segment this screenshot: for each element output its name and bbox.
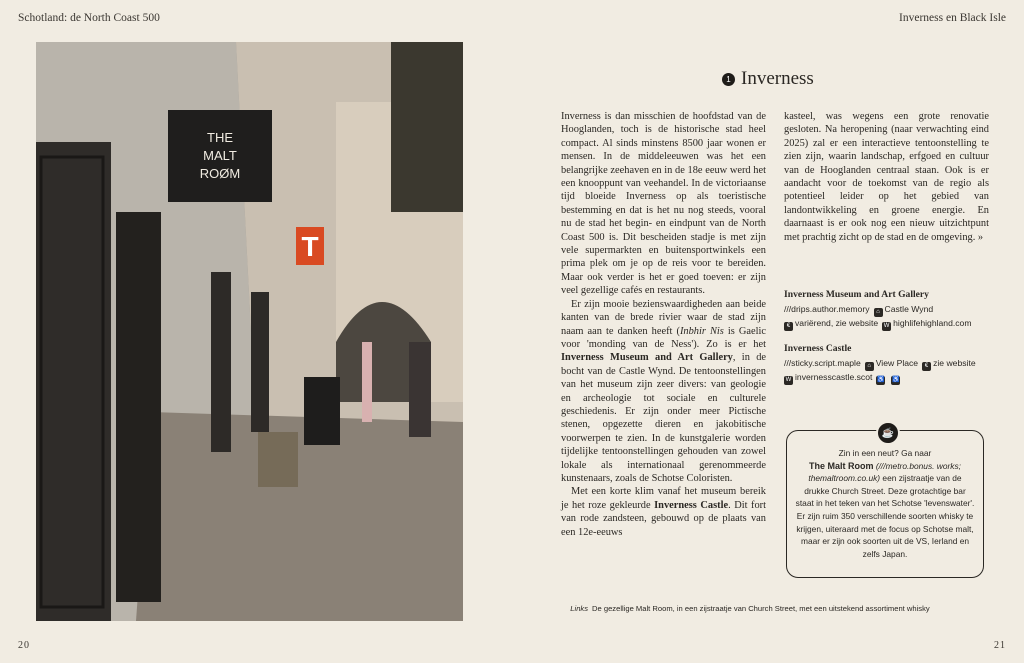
tip-text: Zin in een neut? Ga naar The Malt Room (///metro.bonus. works; themaltroom.co.uk) een zijstraatje van de drukke Church Street. Deze grotachtige bar staat in het teken van het Schotse 'levenswater'. Er zijn ruim 350 verschillende soorten whisky te krijgen, uiteraard met de focus op Schotse malt, maar er zijn ook soorten uit de VS, Ierland en zelfs Japan. [795, 448, 975, 559]
body-column-2 [784, 110, 989, 244]
sign-line-1: THE [207, 130, 233, 145]
location-icon: ⌂ [874, 308, 883, 317]
accessibility-icon: ♿ [892, 377, 900, 383]
location-icon: ⌂ [865, 362, 874, 371]
info-title: Inverness Castle [784, 343, 852, 354]
website-link[interactable]: highlifehighland.com [893, 318, 972, 328]
price-icon: € [784, 322, 793, 331]
info-block-museum [784, 288, 994, 331]
info-block-castle [784, 342, 994, 385]
sign-line-2: MALT [203, 148, 237, 163]
info-title: Inverness Museum and Art Gallery [784, 289, 929, 300]
section-title-text: Inverness [741, 68, 814, 89]
section-title [722, 68, 814, 90]
sign-line-3: ROØM [199, 166, 241, 181]
alley-illustration [36, 42, 463, 621]
caption-label: Links [570, 604, 589, 613]
photo-caption [560, 604, 940, 614]
tip-venue-name: The Malt Room [808, 460, 874, 471]
address: Castle Wynd [884, 304, 934, 314]
price-info: variërend, zie website [795, 318, 879, 328]
what3words-address: ///drips.author.memory [784, 304, 870, 314]
tip-box [786, 427, 984, 578]
paragraph-intro: Inverness is dan misschien de hoofdstad van de Hooglanden, toch is de historische stad heel compact. Al sinds minstens 8500 jaar wonen er mensen. In de middeleeuwen was het een belangrijke zeehaven en in de 18e eeuw werd het een knooppunt van veehandel. In de victoriaanse tijd bloeide Inverness op als toeristische bestemming en dat is het nu nog steeds, vooral nu de stad het begin- en eindpunt van de North Coast 500 is. Dit bescheiden stadje is met zijn vele supermarkten en buitensportwinkels een prima plek om je op de reis voor te bereiden. Maar ook verder is het er goed toeven: er zijn veel gezellige cafés en restaurants. [561, 111, 766, 297]
price-info: zie website [933, 358, 976, 368]
website-icon: W [883, 323, 890, 329]
paragraph-castle: Met een korte klim vanaf het museum bereik je het roze gekleurde Inverness Castle. Dit fort van rode zandsteen, gebouwd op de plaats van een 12e-eeuws [561, 486, 766, 538]
website-link[interactable]: invernesscastle.scot [795, 372, 873, 382]
running-header-left: Schotland: de North Coast 500 [18, 12, 160, 24]
website-icon: W [785, 377, 792, 383]
coffee-cup-icon: ☕ [876, 421, 900, 445]
section-number-badge: 1 [722, 73, 735, 86]
t-sign-letter: T [301, 231, 319, 262]
page-number-left: 20 [18, 640, 30, 651]
malt-room-alley-photo [36, 42, 463, 621]
paragraph-castle-continued: kasteel, was wegens een grote renovatie gesloten. Na heropening (naar verwachting eind 2025) zal er een interactieve tentoonstelling te zien zijn, waarin landschap, erfgoed en cultuur van de Hooglanden centraal staan. Ook is er aandacht voor de toekomst van de regio als potentieel leider op het gebied van landontwikkeling en groene energie. En daarnaast is er ook nog een nieuw uitzichtpunt met prachtig zicht op de stad en de omgeving. » [784, 111, 989, 243]
price-icon: € [922, 362, 931, 371]
what3words-address: ///sticky.script.maple [784, 358, 861, 368]
accessibility-icon: ♿ [877, 377, 885, 383]
page-number-right: 21 [994, 640, 1006, 651]
paragraph-sights: Er zijn mooie bezienswaardigheden aan beide kanten van de brede rivier waar de stad zijn naam aan te danken heeft (Inbhir Nis is Gaelic voor 'monding van de Ness'). Zo is er het Inverness Museum and Art Gallery, in de bocht van de Castle Wynd. De tentoonstellingen van het museum zijn zeer divers: van geologie en archeologie tot sociale en culturele geschiedenis. Er zijn onder meer Pictische stenen, opgezette dieren en jakobitische voorwerpen te zien. In de kunstgalerie worden tijdelijke tentoonstellingen gehouden van zowel lokale als internationaal gerenommeerde kunstenaars, zoals de Schotse Coloristen. [561, 298, 767, 484]
address: View Place [875, 358, 919, 368]
continue-arrow: » [977, 231, 984, 243]
body-column-1 [561, 110, 766, 539]
running-header-right: Inverness en Black Isle [899, 12, 1006, 24]
caption-text: De gezellige Malt Room, in een zijstraatje van Church Street, met een uitstekend assortiment whisky [592, 604, 930, 613]
